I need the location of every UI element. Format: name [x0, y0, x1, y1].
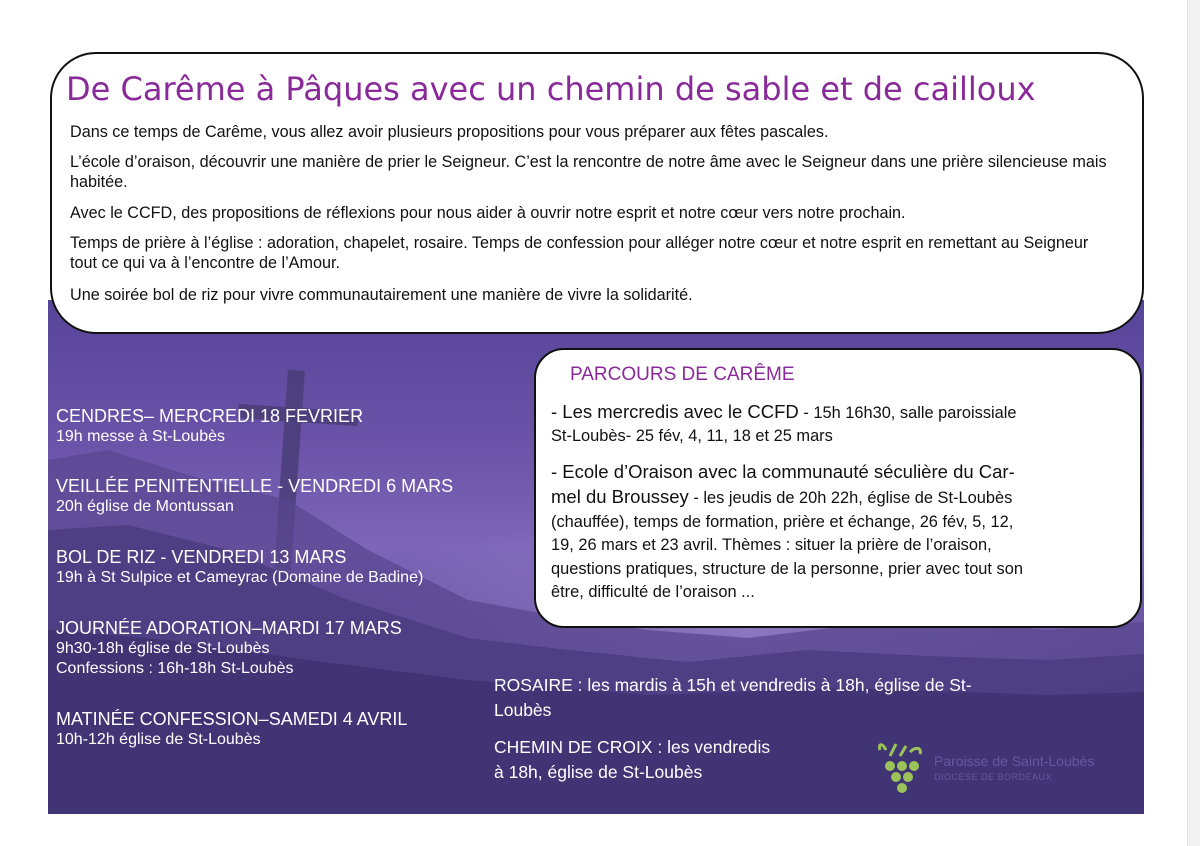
page-edge — [1187, 0, 1200, 846]
chemin-line: CHEMIN DE CROIX : les vendredis — [494, 737, 771, 757]
rosaire-line: Loubès — [494, 700, 552, 720]
event-detail: 19h à St Sulpice et Cameyrac (Domaine de Badine) — [56, 569, 424, 586]
rosaire-line: ROSAIRE : les mardis à 15h et vendredis à 18h, église de St- — [494, 675, 972, 695]
event-title: MATINÉE CONFESSION–SAMEDI 4 AVRIL — [56, 709, 408, 729]
parcours-item-lead: mel du Broussey — [551, 486, 689, 508]
parcours-item-lead: - Les mercredis avec le CCFD — [551, 401, 799, 422]
intro-paragraph-5: Une soirée bol de riz pour vivre communautairement une manière de vivre la solidarité. — [70, 286, 693, 304]
event-title: CENDRES– MERCREDI 18 FEVRIER — [56, 406, 364, 426]
event-veillee — [56, 475, 453, 517]
logo-subtitle: DIOCÈSE DE BORDEAUX — [934, 772, 1053, 782]
parcours-item-detail: questions pratiques, structure de la personne, prier avec tout son — [551, 559, 1023, 578]
event-detail: 19h messe à St-Loubès — [56, 428, 225, 445]
intro-paragraph-1: Dans ce temps de Carême, vous allez avoir plusieurs propositions pour vous préparer aux fêtes pascales. — [70, 123, 829, 141]
intro-paragraph-4: Temps de prière à l’église : adoration, chapelet, rosaire. Temps de confession pour alléger notre cœur et notre esprit en remettant au Seigneur tout ce qui va à l’encontre de l’Amour. — [70, 234, 1089, 272]
rosaire-info — [494, 673, 972, 723]
event-detail: 10h-12h église de St-Loubès — [56, 731, 261, 748]
page-title: De Carême à Pâques avec un chemin de sable et de cailloux — [66, 70, 1036, 108]
parcours-item-detail: - les jeudis de 20h 22h, église de St-Loubès — [688, 489, 1013, 508]
chemin-line: à 18h, église de St-Loubès — [494, 762, 703, 782]
parcours-item-detail: St-Loubès- 25 fév, 4, 11, 18 et 25 mars — [551, 427, 833, 446]
intro-paragraph-2: L’école d’oraison, découvrir une manière de prier le Seigneur. C’est la rencontre de notre âme avec le Seigneur dans une prière silencieuse mais habitée. — [70, 153, 1107, 191]
event-cendres — [56, 405, 363, 447]
logo-name: Paroisse de Saint-Loubès — [934, 753, 1095, 769]
grape-vine-icon — [876, 738, 932, 807]
event-detail: 20h église de Montussan — [56, 498, 234, 515]
parcours-item-detail: 19, 26 mars et 23 avril. Thèmes : situer la prière de l’oraison, — [551, 536, 992, 555]
event-confession — [56, 708, 407, 750]
parcours-item-ccfd — [551, 400, 1131, 449]
event-title: JOURNÉE ADORATION–MARDI 17 MARS — [56, 618, 402, 638]
parcours-item-oraison — [551, 460, 1131, 604]
event-title: VEILLÉE PENITENTIELLE - VENDREDI 6 MARS — [56, 476, 454, 496]
parcours-item-detail: être, difficulté de l’oraison ... — [551, 583, 755, 602]
parcours-item-detail: - 15h 16h30, salle paroissiale — [798, 404, 1017, 422]
event-detail: 9h30-18h église de St-Loubès — [56, 640, 270, 657]
event-detail: Confessions : 16h-18h St-Loubès — [56, 660, 294, 677]
parcours-item-lead: - Ecole d’Oraison — [551, 461, 693, 482]
parcours-title: PARCOURS DE CARÊME — [570, 364, 795, 385]
parcours-item-detail: (chauffée), temps de formation, prière et échange, 26 fév, 5, 12, — [551, 512, 1014, 531]
event-adoration — [56, 617, 402, 679]
event-bol-de-riz — [56, 546, 423, 588]
event-title: BOL DE RIZ - VENDREDI 13 MARS — [56, 547, 347, 567]
intro-paragraph-3: Avec le CCFD, des propositions de réflexions pour nous aider à ouvrir notre esprit et notre cœur vers notre prochain. — [70, 204, 906, 222]
parcours-item-lead: avec la communauté séculière du Car- — [692, 461, 1015, 482]
chemin-de-croix-info — [494, 735, 770, 785]
